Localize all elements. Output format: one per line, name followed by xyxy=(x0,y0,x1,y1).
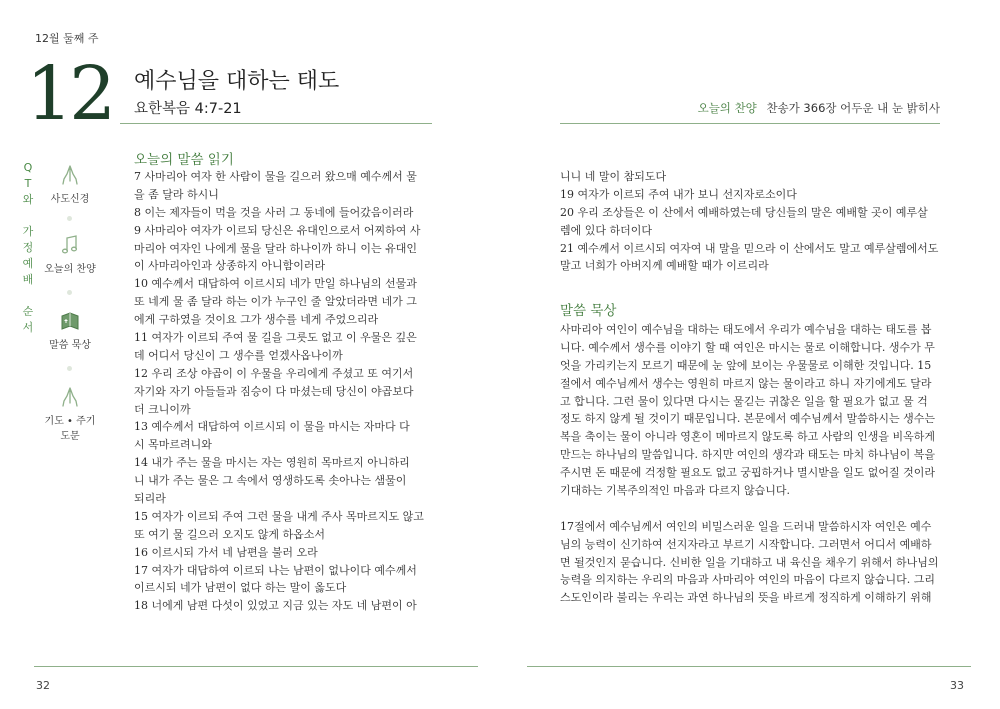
text-line: 이르시되 네가 남편이 없다 하는 말이 옳도다 xyxy=(134,581,347,595)
meditation-text xyxy=(560,321,952,607)
text-line: 사마리아 여인이 예수님을 대하는 태도에서 우리가 예수님을 대하는 태도를 봅 xyxy=(560,323,932,336)
text-line: 니다. 예수께서 생수를 이야기 할 때 여인은 마시는 물로 이해합니다. 생수가 무 xyxy=(560,340,935,354)
hymn-text: 찬송가 366장 어두운 내 눈 밝히사 xyxy=(766,101,940,115)
vertical-label-char: 가 xyxy=(22,225,34,238)
text-line: 에게 구하였을 것이요 그가 생수를 네게 주었으리라 xyxy=(134,313,379,327)
vertical-label-char: T xyxy=(24,177,32,190)
week-label: 12월 둘째 주 xyxy=(35,32,99,45)
text-line: 복을 축이는 물이 아니라 영혼이 메마르지 않도록 하고 사람의 인생을 비옥하게 xyxy=(560,430,935,444)
vertical-label-char: 예 xyxy=(22,257,34,270)
meditation-heading: 말씀 묵상 xyxy=(560,303,617,319)
text-line: 또 네게 물 좀 달라 하는 이가 누구인 줄 알았더라면 네가 그 xyxy=(134,295,417,309)
nav-separator-dot xyxy=(67,366,72,371)
text-line: 엇을 가리키는지 모르기 때문에 눈 앞에 보이는 우물물로 이해한 것입니다. 15 xyxy=(560,358,932,372)
nav-item-label: 사도신경 xyxy=(50,194,90,205)
vertical-label-char: 와 xyxy=(22,193,34,206)
nav-item-label: 말씀 묵상 xyxy=(49,340,91,351)
text-line: 만드는 하나님의 말씀입니다. 하지만 여인의 생각과 태도는 마치 하나님이 복을 xyxy=(560,448,935,462)
vertical-label-char: 배 xyxy=(22,273,34,286)
right-page-number: 33 xyxy=(950,679,964,692)
left-page-number: 32 xyxy=(36,679,50,692)
nav-item-label: 기도 • 주기도문 xyxy=(44,416,96,442)
text-line: 15 여자가 이르되 주여 그런 물을 내게 주사 목마르지도 않고 xyxy=(134,509,424,523)
text-line: 정도 하지 않게 될 것이기 때문입니다. 본문에서 예수님께서 말씀하시는 생수는 xyxy=(560,412,935,426)
left-header-rule xyxy=(120,123,432,124)
left-footer-rule xyxy=(34,666,478,667)
text-line: 고 합니다. 그런 물이 있다면 다시는 물긷는 귀찮은 일을 할 필요가 없고 물 걱 xyxy=(560,394,928,408)
vertical-label-char xyxy=(21,288,35,304)
praying-hands-icon xyxy=(58,164,82,186)
vertical-label-char: 서 xyxy=(22,321,34,334)
text-line: 님의 능력이 신기하여 선지자라고 부르기 시작합니다. 그러면서 어디서 예배하 xyxy=(560,537,932,551)
day-number: 12 xyxy=(26,51,113,137)
text-line: 시 목마르려니와 xyxy=(134,438,212,452)
text-line: 주시면 돈 때문에 걱정할 필요도 없고 궁핍하거나 멸시받을 일도 없어질 것이라 xyxy=(560,466,935,480)
text-line: 12 우리 조상 야곱이 이 우물을 우리에게 주셨고 또 여기서 xyxy=(134,366,414,380)
scripture-text-left xyxy=(134,168,434,615)
vertical-label-char xyxy=(21,208,35,224)
vertical-label-char: Q xyxy=(23,161,33,174)
text-line: 20 우리 조상들은 이 산에서 예배하였는데 당신들의 말은 예배할 곳이 예루살 xyxy=(560,205,928,219)
nav-item-prayer[interactable] xyxy=(40,386,100,442)
text-line: 기대하는 기복주의적인 마음과 다르지 않습니다. xyxy=(560,484,791,498)
text-line: 16 이르시되 가서 네 남편을 불러 오라 xyxy=(134,545,318,559)
text-line: 말고 너희가 아버지께 예배할 때가 이르리라 xyxy=(560,259,769,273)
text-line: 11 여자가 이르되 주여 물 길을 그릇도 없고 이 우물은 깊은 xyxy=(134,331,417,345)
nav-item-word-meditation[interactable] xyxy=(40,310,100,351)
nav-separator-dot xyxy=(67,216,72,221)
text-line: 17절에서 예수님께서 여인의 비밀스러운 일을 드러내 말씀하시자 여인은 예수 xyxy=(560,519,932,533)
text-line: 스도인이라 불리는 우리는 과연 하나님의 뜻을 바르게 정직하게 이해하기 위해 xyxy=(560,591,932,605)
text-line: 21 예수께서 이르시되 여자여 내 말을 믿으라 이 산에서도 말고 예루살렘에서도 xyxy=(560,241,939,255)
paragraph-gap xyxy=(560,500,952,518)
text-line: 니니 네 말이 참되도다 xyxy=(560,170,667,183)
text-line: 8 이는 제자들이 먹을 것을 사러 그 동네에 들어갔음이러라 xyxy=(134,205,414,219)
hymn-label: 오늘의 찬양 xyxy=(697,101,757,115)
text-line: 더 크니이까 xyxy=(134,402,191,416)
scripture-text-right xyxy=(560,168,952,275)
text-line: 절에서 예수님께서 생수는 영원히 마르지 않는 물이라고 하니 자기에게도 달라 xyxy=(560,376,932,390)
nav-item-todays-hymn[interactable] xyxy=(40,234,100,275)
text-line: 19 여자가 이르되 주여 내가 보니 선지자로소이다 xyxy=(560,187,797,201)
nav-item-label: 오늘의 찬양 xyxy=(44,264,96,275)
praying-hands-icon xyxy=(58,386,82,408)
text-line: 이 사마리아인과 상종하지 아니함이러라 xyxy=(134,259,326,273)
scripture-reference: 요한복음 4:7-21 xyxy=(134,101,242,117)
nav-item-apostles-creed[interactable] xyxy=(40,164,100,205)
right-header-rule xyxy=(560,123,940,124)
text-line: 되리라 xyxy=(134,492,166,506)
text-line: 또 여기 물 길으러 오지도 않게 하옵소서 xyxy=(134,527,325,541)
vertical-label-char: 순 xyxy=(22,305,34,318)
text-line: 능력을 의지하는 우리의 마음과 사마리아 여인의 마음이 다르지 않습니다. 그리 xyxy=(560,573,935,587)
hymn-of-the-day xyxy=(698,100,940,116)
vertical-label-char: 정 xyxy=(22,241,34,254)
right-footer-rule xyxy=(527,666,971,667)
text-line: 7 사마리아 여자 한 사람이 물을 길으러 왔으매 예수께서 물 xyxy=(134,170,417,183)
page-title: 예수님을 대하는 태도 xyxy=(134,69,340,94)
qt-vertical-label xyxy=(21,160,35,336)
nav-separator-dot xyxy=(67,290,72,295)
text-line: 데 어디서 당신이 그 생수를 얻겠사옵나이까 xyxy=(134,348,343,362)
text-line: 니 내가 주는 물은 그 속에서 영생하도록 솟아나는 샘물이 xyxy=(134,474,407,488)
bible-book-icon xyxy=(58,310,82,332)
text-line: 10 예수께서 대답하여 이르시되 네가 만일 하나님의 선물과 xyxy=(134,277,417,291)
text-line: 18 너에게 남편 다섯이 있었고 지금 있는 자도 네 남편이 아 xyxy=(134,599,417,613)
text-line: 렘에 있다 하더이다 xyxy=(560,223,653,237)
text-line: 9 사마리아 여자가 이르되 당신은 유대인으로서 어찌하여 사 xyxy=(134,223,421,237)
text-line: 자기와 자기 아들들과 짐승이 다 마셨는데 당신이 야곱보다 xyxy=(134,384,414,398)
text-line: 을 좀 달라 하시니 xyxy=(134,187,219,201)
text-line: 14 내가 주는 물을 마시는 자는 영원히 목마르지 아니하리 xyxy=(134,456,410,470)
text-line: 마리아 여자인 나에게 물을 달라 하나이까 하니 이는 유대인 xyxy=(134,241,417,255)
text-line: 면 될것인지 묻습니다. 신비한 일을 기대하고 내 육신을 채우기 위해서 하나님의 xyxy=(560,555,939,569)
music-note-icon xyxy=(58,234,82,256)
text-line: 17 여자가 대답하여 이르되 나는 남편이 없나이다 예수께서 xyxy=(134,563,417,577)
reading-heading: 오늘의 말씀 읽기 xyxy=(134,152,234,168)
text-line: 13 예수께서 대답하여 이르시되 이 물을 마시는 자마다 다 xyxy=(134,420,410,434)
